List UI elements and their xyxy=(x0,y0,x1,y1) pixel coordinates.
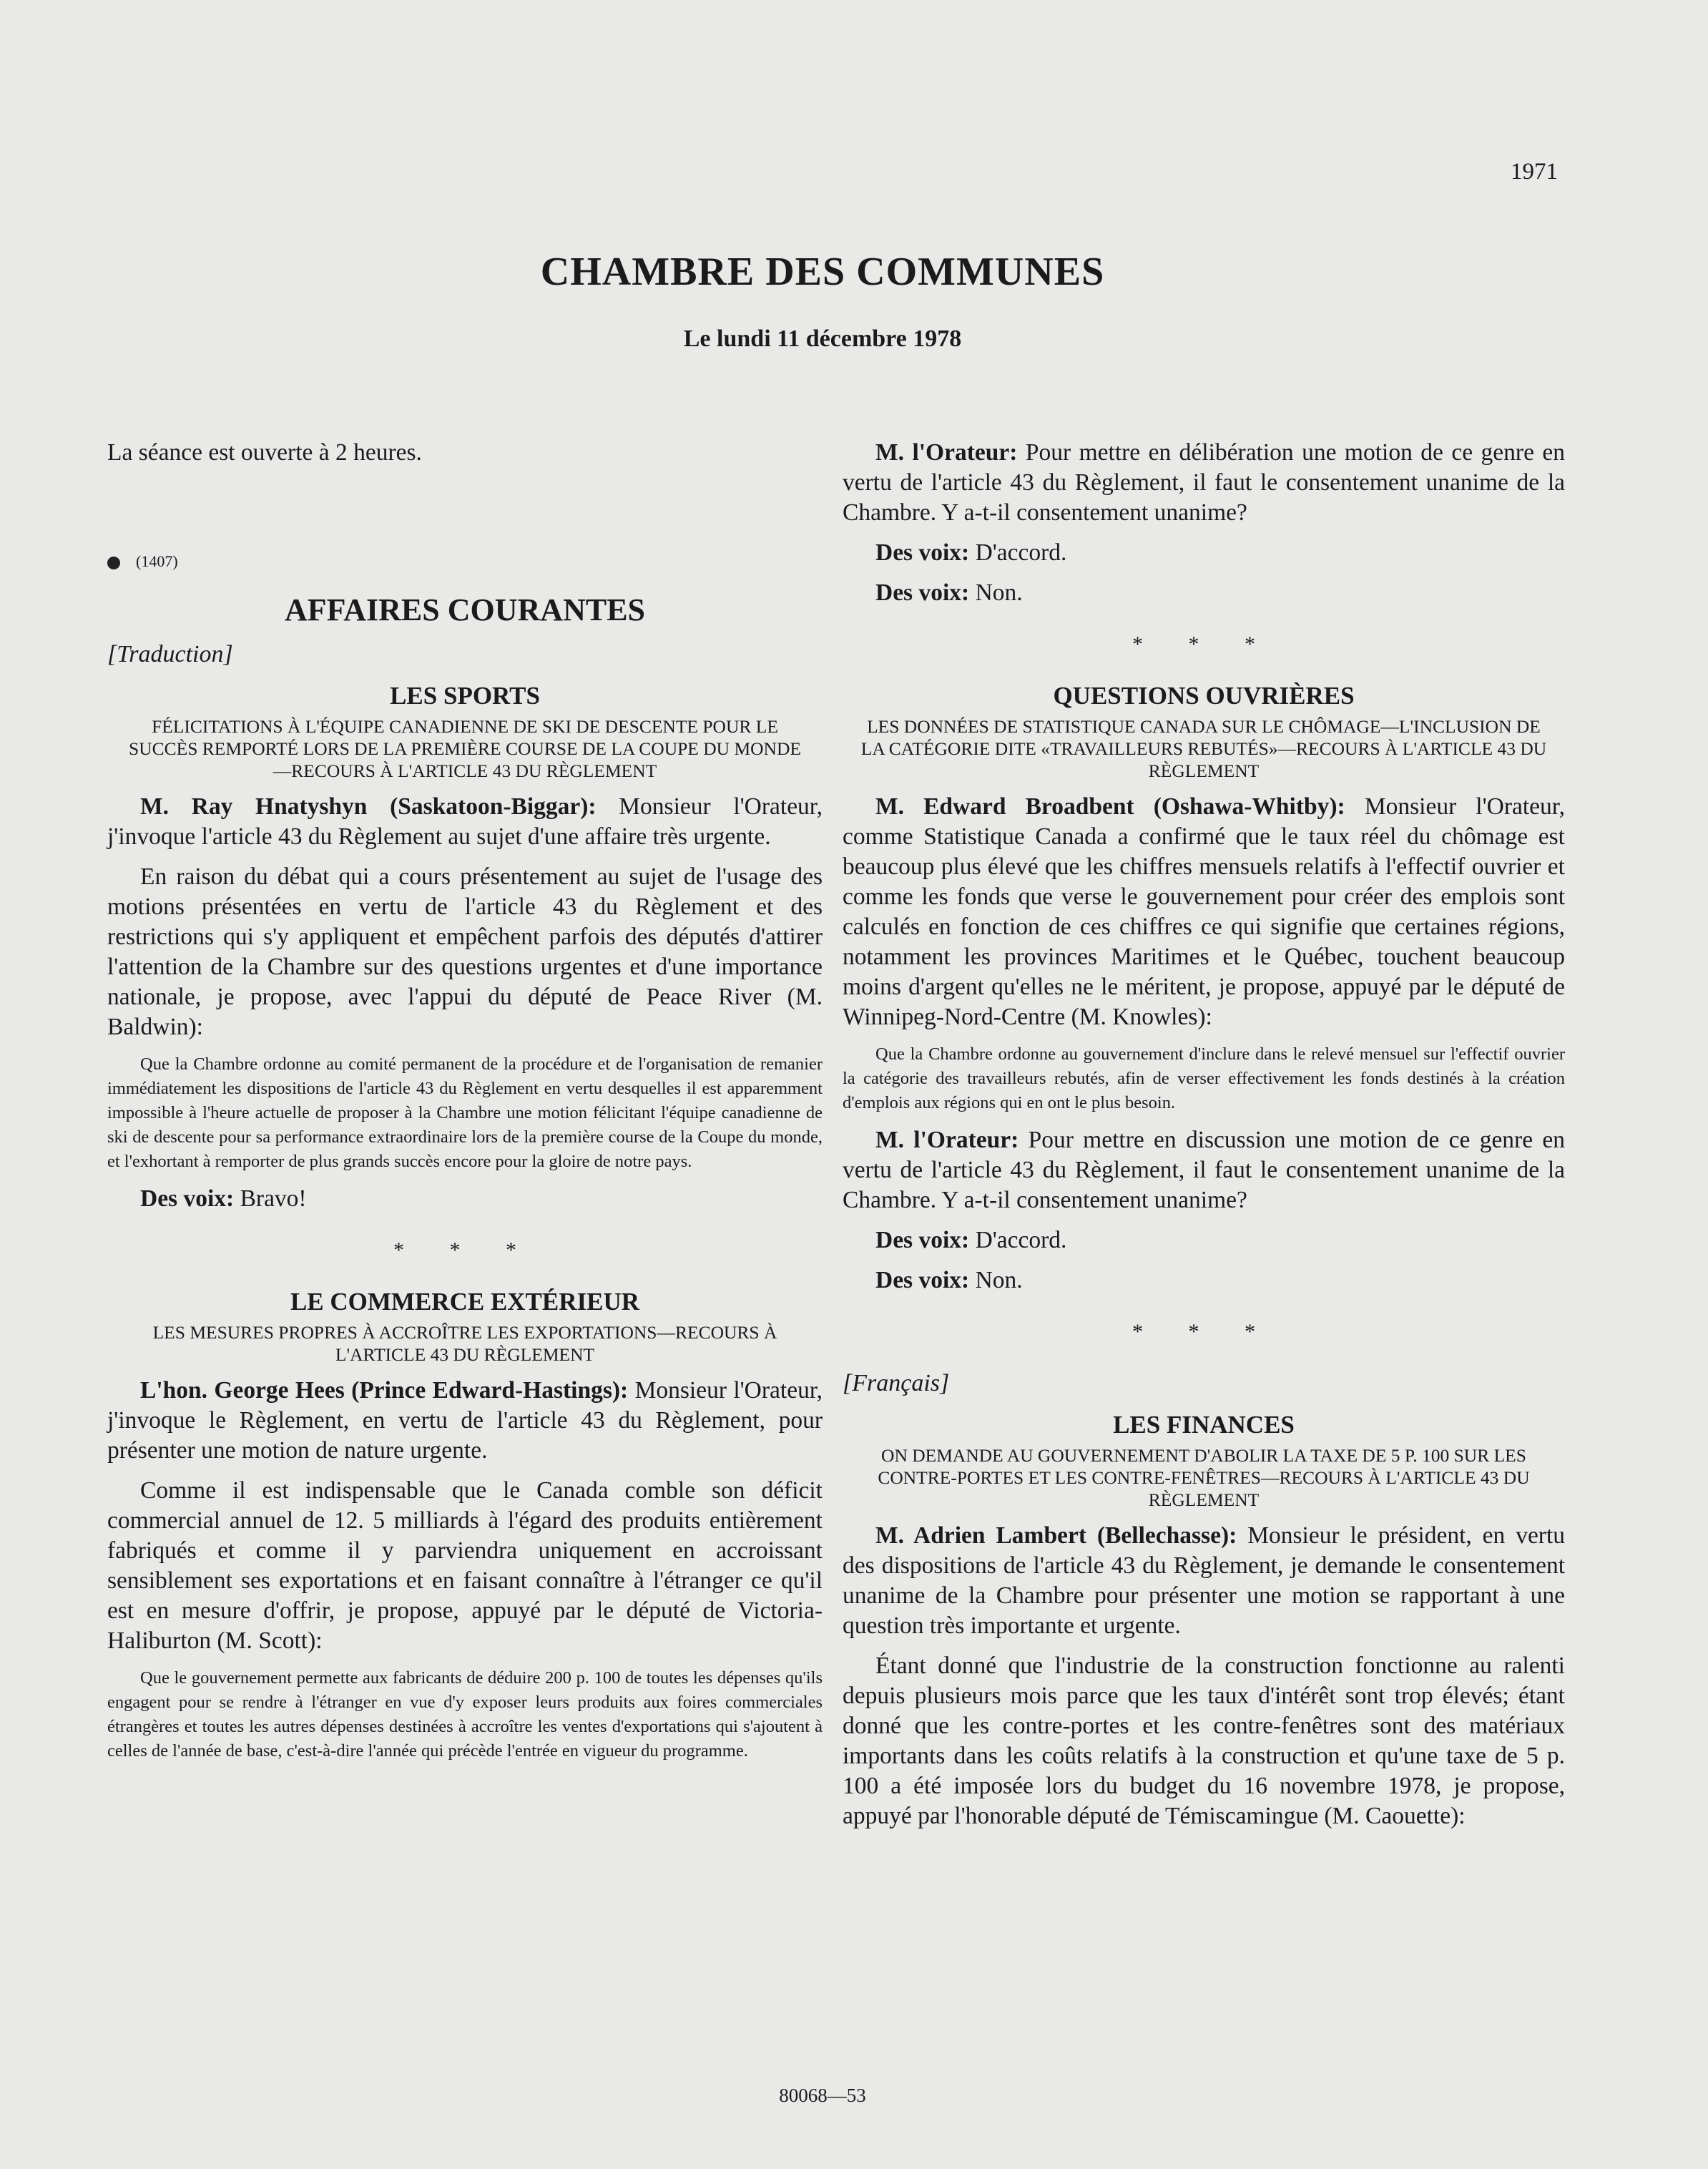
motion-text: Que la Chambre ordonne au gouvernement d'inclure dans le relevé mensuel sur l'effectif ouvrier la catégorie des travailleurs rebutés, afin de verser effectivement les fonds destinés à la création d'emplois aux régions qui en ont le plus besoin. xyxy=(843,1044,1565,1112)
speech-paragraph: En raison du débat qui a cours présentement au sujet de l'usage des motions présentées en vertu de l'article 43 du Règlement et des restrictions qui s'y appliquent et empêchent parfois des députés d'attirer l'attention de la Chambre sur des questions urgentes et d'une importance nationale, je propose, avec l'appui du député de Peace River (M. Baldwin): xyxy=(107,863,823,1040)
speech-paragraph: L'hon. George Hees (Prince Edward-Hastings): Monsieur l'Orateur, j'invoque le Règlement, en vertu de l'article 43 du Règlement, pour présenter une motion de nature urgente. xyxy=(107,1377,823,1464)
speech-paragraph: M. Adrien Lambert (Bellechasse): Monsieur le président, en vertu des dispositions de l'article 43 du Règlement, je demande le consentement unanime de la Chambre pour présenter une motion se rapportant à une question très importante et urgente. xyxy=(843,1522,1566,1639)
left-column xyxy=(107,438,823,1763)
topic-heading: QUESTIONS OUVRIÈRES xyxy=(1053,682,1355,710)
footer-code: 80068—53 xyxy=(779,2085,866,2106)
page-number: 1971 xyxy=(1511,159,1558,185)
speech-paragraph: Étant donné que l'industrie de la construction fonctionne au ralenti depuis plusieurs mois parce que les taux d'intérêt sont trop élevés; étant donné que les contre-portes et les contre-fenêtres sont des matériaux importants dans les coûts relatifs à la construction et qu'une taxe de 5 p. 100 a été imposée lors du budget du 16 novembre 1978, je propose, appuyé par l'honorable député de Témiscamingue (M. Caouette): xyxy=(843,1653,1565,1829)
speech-paragraph: Comme il est indispensable que le Canada comble son déficit commercial annuel de 12. 5 milliards à l'égard des produits entièrement fabriqués et comme il y parviendra uniquement en accroissant sensiblement ses exportations et en faisant connaître à l'étranger ce qu'il est en mesure d'offrir, je propose, appuyé par le député de Victoria-Haliburton (M. Scott): xyxy=(107,1477,823,1654)
language-note: [Français] xyxy=(843,1370,950,1396)
motion-text: Que le gouvernement permette aux fabricants de déduire 200 p. 100 de toutes les dépenses qu'ils engagent pour se rendre à l'étranger en vue d'y exposer leurs produits aux foires commerciales étrangères et toutes les autres dépenses destinées à accroître les ventes d'exportations qui s'ajoutent à celles de l'année de base, c'est-à-dire l'année qui précède l'entrée en vigueur du programme. xyxy=(107,1668,823,1761)
topic-heading: LE COMMERCE EXTÉRIEUR xyxy=(290,1288,640,1316)
voices-line: Des voix: D'accord. xyxy=(875,539,1067,566)
speech-paragraph: M. Ray Hnatyshyn (Saskatoon-Biggar): Monsieur l'Orateur, j'invoque l'article 43 du Règlement au sujet d'une affaire très urgente. xyxy=(107,793,823,850)
right-column xyxy=(843,438,1565,1831)
voices-line: Des voix: Non. xyxy=(875,1267,1023,1293)
language-note: [Traduction] xyxy=(107,641,233,667)
topic-subheading: LES DONNÉES DE STATISTIQUE CANADA SUR LE CHÔMAGE—L'INCLUSION DE LA CATÉGORIE DITE «TRAVAILLEURS REBUTÉS»—RECOURS À L'ARTICLE 43 DU RÈGLEMENT xyxy=(860,716,1547,781)
topic-subheading: ON DEMANDE AU GOUVERNEMENT D'ABOLIR LA TAXE DE 5 P. 100 SUR LES CONTRE-PORTES ET LES CONTRE-FENÊTRES—RECOURS À L'ARTICLE 43 DU RÈGLEMENT xyxy=(878,1445,1530,1510)
bullet-icon xyxy=(107,557,120,569)
section-title: AFFAIRES COURANTES xyxy=(284,592,646,627)
voices-line: Des voix: Bravo! xyxy=(140,1185,307,1212)
time-marker: (1407) xyxy=(107,547,823,577)
topic-heading: LES FINANCES xyxy=(1113,1411,1295,1439)
speech-paragraph: M. l'Orateur: Pour mettre en discussion une motion de ce genre en vertu de l'article 43 du Règlement, il faut le consentement unanime de la Chambre. Y a-t-il consentement unanime? xyxy=(843,1127,1566,1213)
motion-text: Que la Chambre ordonne au comité permanent de la procédure et de l'organisation de remanier immédiatement les dispositions de l'article 43 du Règlement en vertu desquelles il est apparemment impossible à l'heure actuelle de proposer à la Chambre une motion félicitant l'équipe canadienne de ski de descente pour sa performance extraordinaire lors de la première course de la Coupe du monde, et l'exhortant à remporter de plus grands succès encore pour la gloire de notre pays. xyxy=(107,1054,823,1171)
voices-line: Des voix: D'accord. xyxy=(875,1227,1067,1253)
speech-paragraph: M. Edward Broadbent (Oshawa-Whitby): Monsieur l'Orateur, comme Statistique Canada a confirmé que le taux réel du chômage est beaucoup plus élevé que les chiffres mensuels relatifs à l'effectif ouvrier et comme les fonds que verse le gouvernement pour créer des emplois sont calculés en fonction de ces chiffres ce qui signifie que certaines régions, notamment les provinces Maritimes et le Québec, touchent beaucoup moins d'argent qu'elles ne le méritent, je propose, appuyé par le député de Winnipeg-Nord-Centre (M. Knowles): xyxy=(843,793,1565,1030)
separator-stars: * * * xyxy=(1132,632,1275,656)
separator-stars: * * * xyxy=(1132,1320,1275,1343)
speech-paragraph: M. l'Orateur: Pour mettre en délibération une motion de ce genre en vertu de l'article 43 du Règlement, il faut le consentement unanime de la Chambre. Y a-t-il consentement unanime? xyxy=(843,439,1566,526)
topic-subheading: FÉLICITATIONS À L'ÉQUIPE CANADIENNE DE SKI DE DESCENTE POUR LE SUCCÈS REMPORTÉ LORS DE LA PREMIÈRE COURSE DE LA COUPE DU MONDE—RECOURS À L'ARTICLE 43 DU RÈGLEMENT xyxy=(129,716,801,781)
topic-heading: LES SPORTS xyxy=(390,682,540,710)
sitting-date: Le lundi 11 décembre 1978 xyxy=(683,325,962,352)
topic-subheading: LES MESURES PROPRES À ACCROÎTRE LES EXPORTATIONS—RECOURS À L'ARTICLE 43 DU RÈGLEMENT xyxy=(152,1322,777,1365)
opening-line: La séance est ouverte à 2 heures. xyxy=(107,439,422,466)
voices-line: Des voix: Non. xyxy=(875,579,1023,606)
separator-stars: * * * xyxy=(393,1238,536,1262)
page-title: CHAMBRE DES COMMUNES xyxy=(540,250,1105,294)
